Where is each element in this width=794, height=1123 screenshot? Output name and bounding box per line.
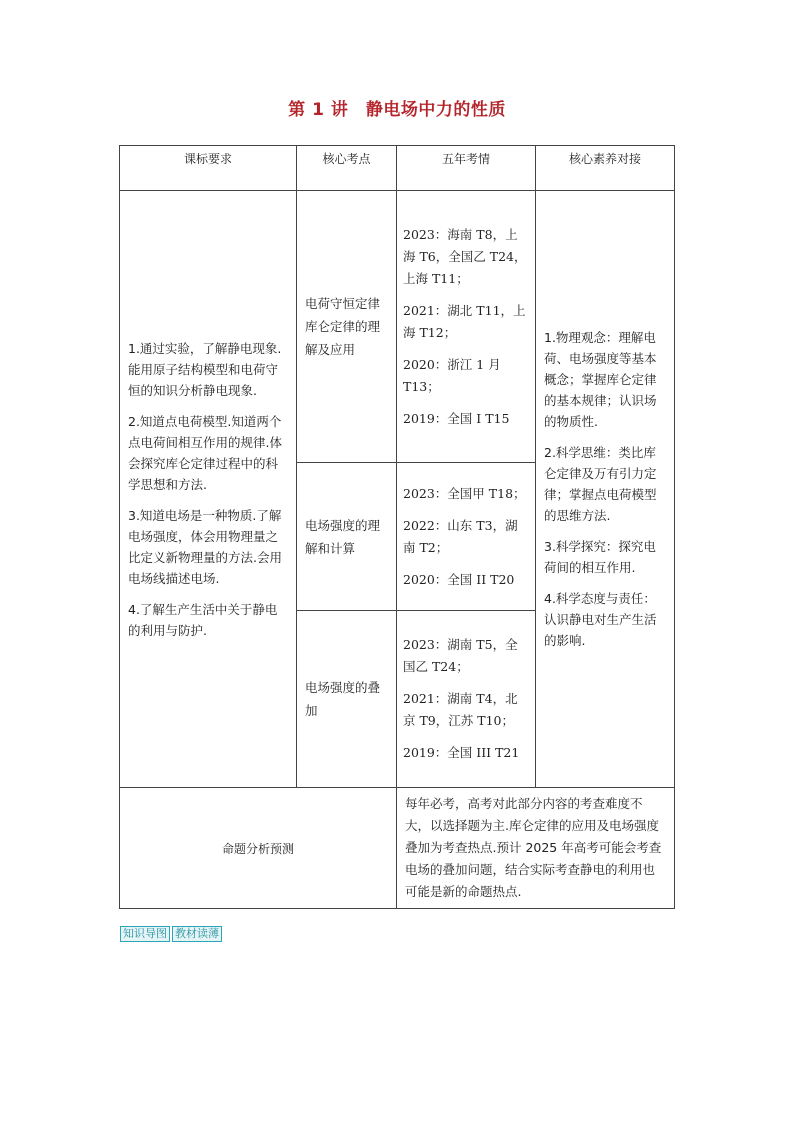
exam-history-cell	[397, 611, 536, 788]
header-core-topics: 核心考点	[297, 146, 397, 191]
table-row	[120, 191, 675, 463]
core-topic-cell: 电场强度的叠加	[297, 611, 397, 788]
core-topic-cell: 电场强度的理解和计算	[297, 463, 397, 611]
literacy-item: 3.科学探究：探究电荷间的相互作用.	[544, 539, 656, 575]
requirement-item: 1.通过实验，了解静电现象.能用原子结构模型和电荷守恒的知识分析静电现象.	[128, 340, 282, 398]
header-five-year-exams: 五年考情	[397, 146, 536, 191]
exam-entry: 2022：山东 T3，湖南 T2；	[403, 517, 518, 555]
exam-history-cell	[397, 191, 536, 463]
table-header-row	[120, 146, 675, 191]
prediction-row	[120, 788, 675, 909]
exam-entry: 2019：全国 I T15	[403, 410, 510, 426]
tag-textbook-reading[interactable]: 教材读薄	[172, 926, 222, 942]
literacy-cell	[536, 191, 675, 788]
requirement-item: 4.了解生产生活中关于静电的利用与防护.	[128, 601, 278, 638]
page-title: 第 1 讲 静电场中力的性质	[288, 100, 506, 120]
exam-entry: 2019：全国 III T21	[403, 745, 520, 760]
section-tags	[120, 926, 222, 942]
header-core-literacy: 核心素养对接	[536, 146, 675, 191]
prediction-text: 每年必考，高考对此部分内容的考查难度不大，以选择题为主.库仑定律的应用及电场强度叠加为考查热点.预计 2025 年高考可能会考查电场的叠加问题，结合实际考查静电的利用也可能是新的命题热点.	[397, 788, 675, 909]
exam-entry: 2020：浙江 1 月 T13；	[403, 356, 501, 394]
exam-history-cell	[397, 463, 536, 611]
literacy-item: 1.物理观念：理解电荷、电场强度等基本概念；掌握库仑定律的基本规律；认识场的物质性.	[544, 330, 657, 429]
core-topic-cell: 电荷守恒定律库仑定律的理解及应用	[297, 191, 397, 463]
literacy-item: 4.科学态度与责任：认识静电对生产生活的影响.	[544, 591, 657, 648]
header-requirements: 课标要求	[120, 146, 297, 191]
exam-entry: 2023：湖南 T5，全国乙 T24；	[403, 637, 518, 674]
exam-entry: 2021：湖北 T11，上海 T12；	[403, 302, 526, 340]
requirements-cell	[120, 191, 297, 788]
tag-knowledge-map[interactable]: 知识导图	[120, 926, 170, 942]
syllabus-table	[119, 145, 675, 909]
exam-entry: 2023：海南 T8，上海 T6，全国乙 T24，上海 T11；	[403, 226, 527, 286]
requirement-item: 2.知道点电荷模型.知道两个点电荷间相互作用的规律.体会探究库仑定律过程中的科学思想和方法.	[128, 413, 282, 492]
exam-entry: 2021：湖南 T4，北京 T9，江苏 T10；	[403, 691, 518, 728]
requirement-item: 3.知道电场是一种物质.了解电场强度，体会用物理量之比定义新物理量的方法.会用电场线描述电场.	[128, 507, 282, 586]
prediction-label: 命题分析预测	[120, 788, 397, 909]
exam-entry: 2023：全国甲 T18；	[403, 485, 526, 501]
exam-entry: 2020：全国 II T20	[403, 571, 515, 587]
literacy-item: 2.科学思维：类比库仑定律及万有引力定律；掌握点电荷模型的思维方法.	[544, 445, 657, 523]
